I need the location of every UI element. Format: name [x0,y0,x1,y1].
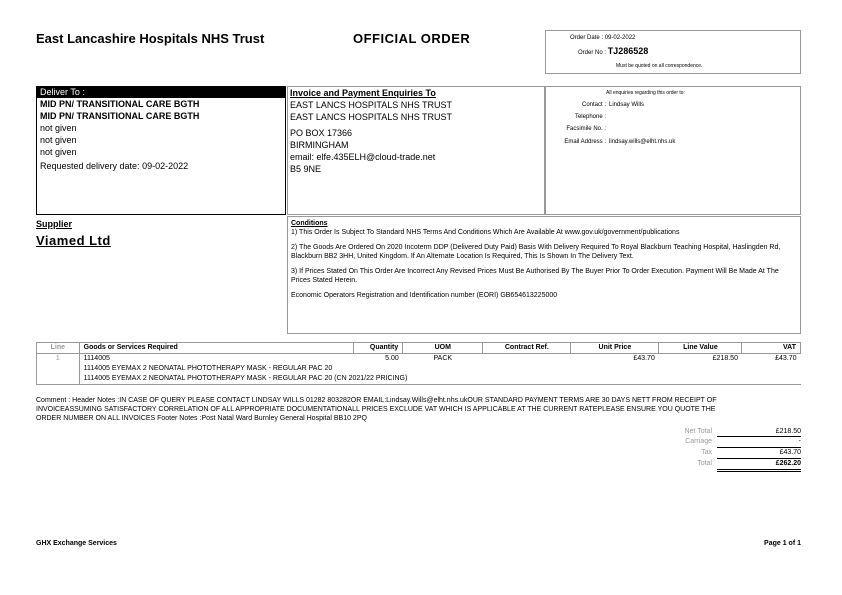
col-goods: Goods or Services Required [79,343,354,354]
page-number: Page 1 of 1 [764,540,801,547]
col-vat: VAT [742,343,801,354]
row-vat: £43.70 [775,355,797,362]
net-total-value: £218.50 [717,427,801,437]
condition-2: 2) The Goods Are Ordered On 2020 Incoterm DDP (Delivered Duty Paid) Basis With Delivery Required To Royal Blackburn Teaching Hospital, Haslingden Rd, Blackburn BB2 3HH, United Kingdom. If An Alternate Location Is Required, This Is Shown In The Delivery Text. [291,244,781,260]
total-label: Total [697,460,712,467]
col-uom: UOM [403,343,483,354]
enquiries-box [545,86,801,215]
invoice-heading: Invoice and Payment Enquiries To [290,88,436,98]
row-line-value: £218.50 [712,355,738,362]
supplier-name: Viamed Ltd [36,233,111,248]
tax-value: £43.70 [717,448,801,459]
deliver-to-heading: Deliver To : [37,87,285,98]
net-total-label: Net Total [684,428,712,435]
quote-note: Must be quoted on all correspondence. [616,63,703,69]
order-number-label: Order No : [578,50,607,56]
conditions-heading: Conditions [291,220,328,227]
deliver-line-2: MID PN/ TRANSITIONAL CARE BGTH [40,111,200,121]
invoice-line-5: BIRMINGHAM [290,140,349,150]
order-lines-table [36,342,801,385]
invoice-email: email: elfe.435ELH@cloud-trade.net [290,152,436,162]
invoice-postcode: B5 9NE [290,164,322,174]
deliver-line-1: MID PN/ TRANSITIONAL CARE BGTH [40,99,200,109]
tax-label: Tax [701,449,712,456]
deliver-to-box [36,86,286,215]
document-title: OFFICIAL ORDER [353,31,471,46]
invoice-box [287,86,545,215]
total-value: £262.20 [717,459,801,472]
col-unit-price: Unit Price [571,343,659,354]
invoice-line-4: PO BOX 17366 [290,128,353,138]
order-date-label: Order Date : [570,35,604,41]
row-uom: PACK [433,355,453,362]
comment-notes: Comment : Header Notes :IN CASE OF QUERY PLEASE CONTACT LINDSAY WILLS 01282 803282OR EMAIL:Lindsay.Wills@elht.nhs.ukOUR STANDARD PAYMENT TERMS ARE 30 DAYS NETT FROM RECEIPT OF INVOICEASSUMING SATISFACTORY CORRELATION OF ALL APPROPRIATE DOCUMENTATIONALL PRICES EXCLUDE VAT WHICH IS APPLICABLE AT THE CURRENT RATEPLEASE ENSURE YOU QUOTE THE ORDER NUMBER ON ALL INVOICES Footer Notes :Post Natal Ward Burnley General Hospital BB10 2PQ [36,397,717,422]
table-row-desc [37,364,801,374]
conditions-box [287,216,801,334]
organisation-name: East Lancashire Hospitals NHS Trust [36,31,265,46]
footer-left: GHX Exchange Services [36,540,117,547]
requested-delivery-date: Requested delivery date: 09-02-2022 [40,161,189,171]
col-line: Line [37,343,80,354]
row-line-number: 1 [37,354,80,365]
col-quantity: Quantity [354,343,403,354]
row-description-1: 1114005 EYEMAX 2 NEONATAL PHOTOTHERAPY MASK - REGULAR PAC 20 [83,365,333,372]
row-code: 1114005 [83,355,110,362]
row-contract-ref [483,354,571,365]
table-header-row [37,343,801,354]
row-description-2: 1114005 EYEMAX 2 NEONATAL PHOTOTHERAPY MASK - REGULAR PAC 20 (CN 2021/22 PRICING) [79,374,800,385]
telephone-label: Telephone : [574,114,606,120]
table-row [37,354,801,365]
eori-number: Economic Operators Registration and Identification number (EORI) GB654613225000 [291,292,558,299]
enquiries-heading: All enquiries regarding this order to: [606,90,685,96]
order-number: TJ286528 [607,46,649,56]
row-quantity: 5.00 [385,355,399,362]
row-unit-price: £43.70 [633,355,655,362]
carriage-label: Carriage [685,438,712,445]
contact-label: Contact : [581,102,606,108]
col-contract-ref: Contract Ref. [483,343,571,354]
supplier-heading: Supplier [36,219,73,229]
order-info-box [545,30,801,74]
deliver-line-5: not given [40,147,77,157]
col-line-value: Line Value [659,343,742,354]
contact-name: Lindsay Wills [609,102,645,108]
carriage-value: - [717,437,801,448]
order-date: 09-02-2022 [604,35,636,41]
invoice-line-1: EAST LANCS HOSPITALS NHS TRUST [290,100,453,110]
fax-label: Facsimile No. : [566,126,606,132]
deliver-line-4: not given [40,135,77,145]
condition-3: 3) If Prices Stated On This Order Are Incorrect Any Revised Prices Must Be Authorised By The Buyer Prior To Order Execution. Payment Will Be Made At The Prices Stated Herein. [291,268,779,284]
email-label: Email Address : [564,139,606,145]
condition-1: 1) This Order Is Subject To Standard NHS Terms And Conditions Which Are Available At www.gov.uk/government/publications [291,229,680,236]
table-row-desc [37,374,801,385]
invoice-line-2: EAST LANCS HOSPITALS NHS TRUST [290,112,453,122]
email-value: lindsay.wills@elht.nhs.uk [609,139,676,145]
totals-block [640,427,801,472]
deliver-line-3: not given [40,123,77,133]
